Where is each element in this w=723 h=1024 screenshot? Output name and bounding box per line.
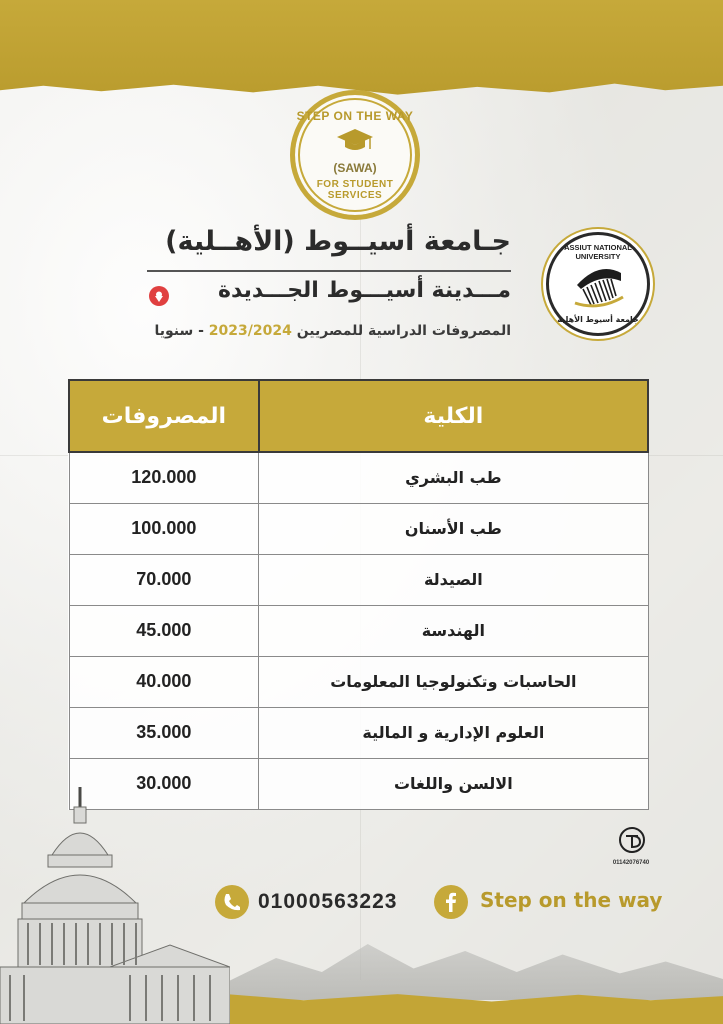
table-row bbox=[69, 605, 648, 656]
location-title: مـــدينة أسيـــوط الجـــديدة bbox=[217, 278, 511, 303]
contact-phone[interactable]: 01000563223 bbox=[258, 890, 398, 913]
university-seal bbox=[546, 232, 650, 336]
facebook-icon bbox=[434, 885, 468, 919]
seal-center-text: (SAWA) bbox=[333, 161, 377, 175]
tp-logo-icon bbox=[614, 826, 650, 856]
faculty-cell: الصيدلة bbox=[259, 554, 648, 605]
fees-subtitle bbox=[154, 323, 511, 339]
university-title: جـامعة أسيــوط (الأهــلية) bbox=[165, 226, 511, 257]
location-pin-icon bbox=[148, 285, 170, 307]
faculty-column-header: الكلية bbox=[259, 380, 648, 452]
fee-column-header: المصروفات bbox=[69, 380, 259, 452]
table-header-row bbox=[69, 380, 648, 452]
faculty-cell: طب الأسنان bbox=[259, 503, 648, 554]
seal-bottom-text: FOR STUDENT SERVICES bbox=[316, 179, 394, 201]
faculty-cell: الحاسبات وتكنولوجيا المعلومات bbox=[259, 656, 648, 707]
fees-suffix: - سنويا bbox=[154, 323, 204, 339]
seal-top-text: STEP ON THE WAY bbox=[296, 109, 414, 123]
table-row bbox=[69, 656, 648, 707]
fee-cell: 120.000 bbox=[69, 452, 259, 503]
fee-cell: 40.000 bbox=[69, 656, 259, 707]
faculty-cell: الالسن واللغات bbox=[259, 758, 648, 809]
fees-prefix: المصروفات الدراسية للمصريين bbox=[296, 323, 511, 339]
faculty-cell: طب البشري bbox=[259, 452, 648, 503]
fee-cell: 45.000 bbox=[69, 605, 259, 656]
table-row bbox=[69, 503, 648, 554]
faculty-cell: العلوم الإدارية و المالية bbox=[259, 707, 648, 758]
university-seal-bottom-text: جامعة أسيوط الأهلية bbox=[557, 315, 639, 324]
graduation-cap-icon bbox=[336, 127, 374, 155]
university-emblem-icon bbox=[571, 259, 627, 311]
title-divider bbox=[147, 270, 511, 272]
fee-cell: 100.000 bbox=[69, 503, 259, 554]
fee-cell: 30.000 bbox=[69, 758, 259, 809]
capitol-building-illustration bbox=[0, 785, 230, 1024]
table-row bbox=[69, 707, 648, 758]
sawa-seal bbox=[290, 90, 420, 220]
fee-cell: 70.000 bbox=[69, 554, 259, 605]
university-seal-top-text: ASSIUT NATIONAL UNIVERSITY bbox=[564, 243, 632, 261]
table-row bbox=[69, 554, 648, 605]
facebook-page-link[interactable]: Step on the way bbox=[480, 888, 663, 912]
fees-table bbox=[68, 379, 649, 810]
table-row bbox=[69, 452, 648, 503]
fees-year: 2023/2024 bbox=[208, 323, 292, 339]
fee-cell: 35.000 bbox=[69, 707, 259, 758]
faculty-cell: الهندسة bbox=[259, 605, 648, 656]
tp-phone-number: 01142076740 bbox=[612, 860, 650, 866]
phone-icon bbox=[215, 885, 249, 919]
